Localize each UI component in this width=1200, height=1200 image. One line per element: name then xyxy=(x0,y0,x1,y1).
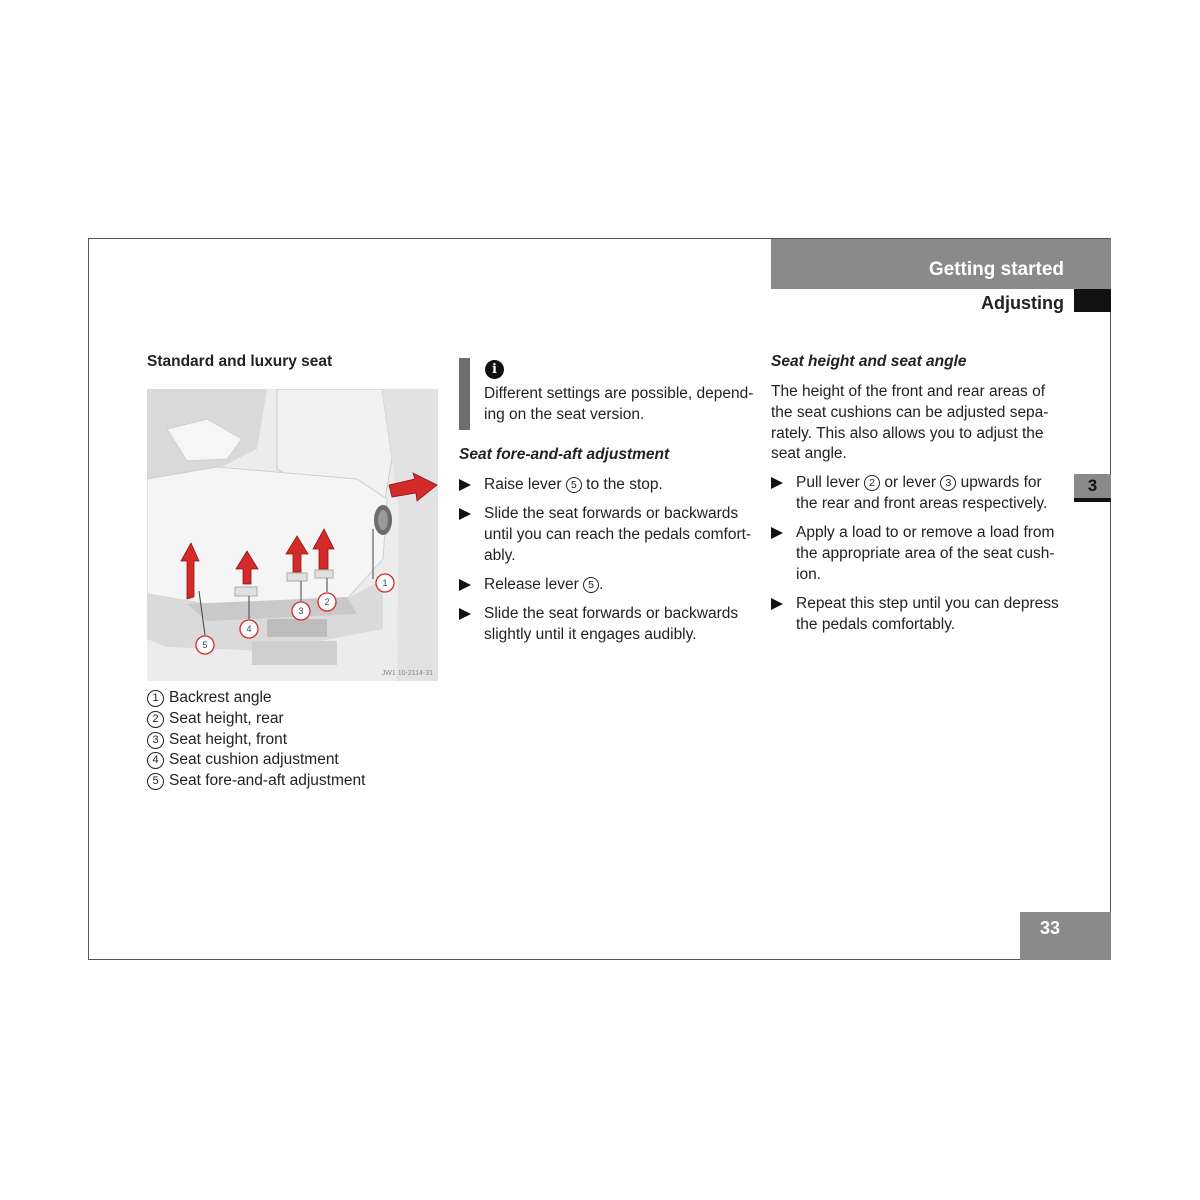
height-angle-steps xyxy=(771,473,1071,644)
step-item: Slide the seat forwards or backwards until you can reach the pedals comfort- ably. xyxy=(459,504,759,566)
bullet-arrow-icon xyxy=(771,477,783,489)
section-header xyxy=(771,239,1111,289)
height-angle-paragraph: The height of the front and rear areas of the seat cushions can be adjusted sepa- rately. This also allows you to adjust the seat angle. xyxy=(771,383,1049,463)
section-title: Getting started xyxy=(928,259,1064,280)
step-item: Raise lever 5 to the stop. xyxy=(459,475,759,496)
fore-aft-heading: Seat fore-and-aft adjustment xyxy=(459,446,670,463)
step-item: Slide the seat forwards or backwards slightly until it engages audibly. xyxy=(459,604,759,646)
seat-illustration xyxy=(147,389,438,681)
fore-aft-steps xyxy=(459,475,759,655)
bullet-arrow-icon xyxy=(459,479,471,491)
bullet-arrow-icon xyxy=(771,598,783,610)
callout-2: 2 xyxy=(324,597,330,607)
bullet-arrow-icon xyxy=(459,608,471,620)
bullet-arrow-icon xyxy=(771,527,783,539)
callout-4: 4 xyxy=(246,624,252,634)
seat-drawing xyxy=(147,389,438,681)
step-item: Apply a load to or remove a load from the appropriate area of the seat cush- ion. xyxy=(771,523,1071,585)
legend-item: 2 Seat height, rear xyxy=(147,709,365,730)
step-item: Repeat this step until you can depress the pedals comfortably. xyxy=(771,594,1071,636)
page-number: 33 xyxy=(1040,918,1061,938)
callout-5: 5 xyxy=(202,640,208,650)
callout-3: 3 xyxy=(298,606,304,616)
figure-legend xyxy=(147,688,365,792)
step-item: Release lever 5 . xyxy=(459,575,759,596)
page-number-box xyxy=(1020,912,1111,960)
note-text: Different settings are possible, depend- ing on the seat version. xyxy=(484,385,754,423)
subsection-title: Adjusting xyxy=(981,293,1064,313)
bullet-arrow-icon xyxy=(459,579,471,591)
legend-item: 1 Backrest angle xyxy=(147,688,365,709)
seat-figure-title: Standard and luxury seat xyxy=(147,353,333,370)
subsection-marker xyxy=(1074,289,1111,312)
legend-item: 4 Seat cushion adjustment xyxy=(147,750,365,771)
legend-item: 5 Seat fore-and-aft adjustment xyxy=(147,771,365,792)
chapter-tab: 3 xyxy=(1074,474,1111,498)
info-icon: i xyxy=(485,360,504,379)
callout-1: 1 xyxy=(382,578,388,588)
legend-item: 3 Seat height, front xyxy=(147,730,365,751)
height-angle-heading: Seat height and seat angle xyxy=(771,353,967,370)
step-item: Pull lever 2 or lever 3 upwards for the rear and front areas respectively. xyxy=(771,473,1071,515)
figure-code: JW1 10-2114-31 xyxy=(381,670,433,677)
note-bar xyxy=(459,358,470,430)
bullet-arrow-icon xyxy=(459,508,471,520)
chapter-tab-underline xyxy=(1074,498,1111,502)
